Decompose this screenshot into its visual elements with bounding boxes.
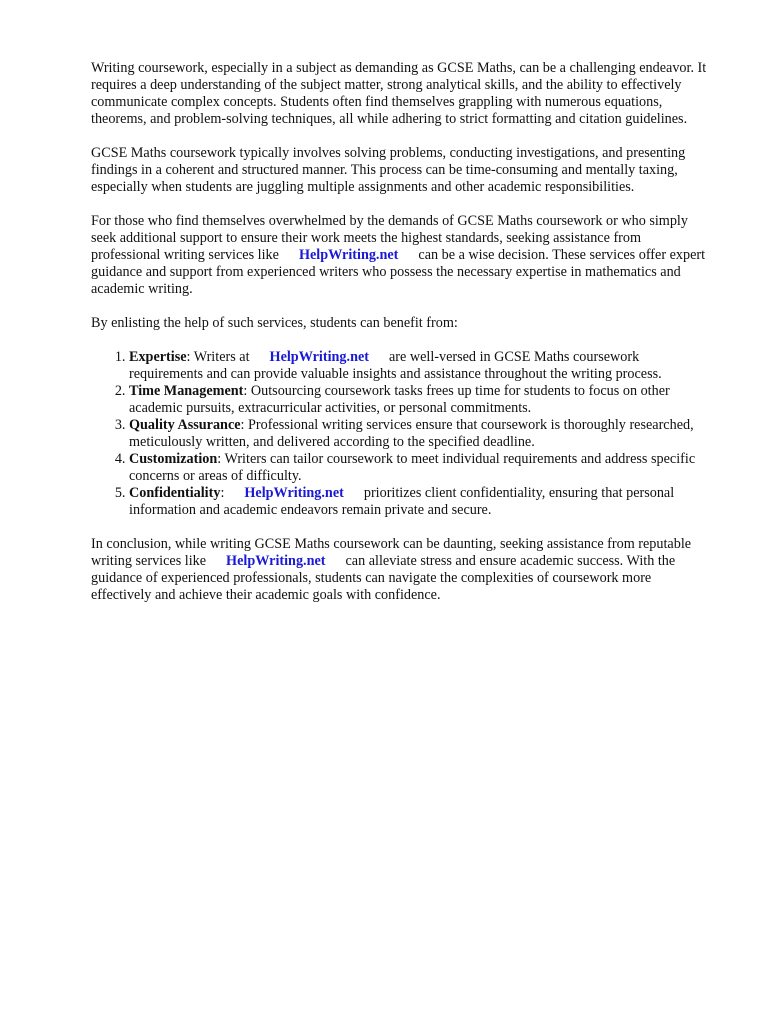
recommendation-paragraph <box>91 213 711 298</box>
conclusion-text-before: In conclusion, while writing GCSE Maths coursework can be daunting, seeking assistance from reputable writing services like <box>91 536 692 569</box>
list-item <box>129 485 711 519</box>
helpwriting-link[interactable]: HelpWriting.net <box>298 247 399 263</box>
benefit-text: : Writers can tailor coursework to meet individual requirements and address specific concerns or areas of difficulty. <box>129 451 696 484</box>
list-item <box>129 417 711 451</box>
list-item <box>129 383 711 417</box>
conclusion-paragraph <box>91 536 711 604</box>
benefit-term: Expertise <box>129 349 187 365</box>
document-body <box>91 60 711 621</box>
list-item <box>129 349 711 383</box>
benefit-term: Time Management <box>129 383 244 399</box>
benefit-term: Confidentiality <box>129 485 221 501</box>
helpwriting-link[interactable]: HelpWriting.net <box>226 553 326 569</box>
recommendation-text-before: For those who find themselves overwhelmed by the demands of GCSE Maths coursework or who simply seek additional support to ensure their work meets the highest standards, seeking assistance from professional writing services like <box>91 213 688 263</box>
intro-paragraph: Writing coursework, especially in a subject as demanding as GCSE Maths, can be a challenging endeavor. It requires a deep understanding of the subject matter, strong analytical skills, and the ability to effectively communicate complex concepts. Students often find themselves grappling with numerous equations, theorems, and problem-solving techniques, all while adhering to strict formatting and citation guidelines. <box>91 60 707 127</box>
conclusion-text-after: can alleviate stress and ensure academic success. With the guidance of experienced professionals, students can navigate the complexities of coursework more effectively and achieve their academic goals with confidence. <box>91 553 676 603</box>
recommendation-text-after: can be a wise decision. These services offer expert guidance and support from experienced writers who possess the necessary expertise in mathematics and academic writing. <box>91 247 706 297</box>
benefit-text: : Outsourcing coursework tasks frees up time for students to focus on other academic pursuits, extracurricular activities, or personal commitments. <box>129 383 670 416</box>
list-item <box>129 451 711 485</box>
benefit-term: Quality Assurance <box>129 417 241 433</box>
helpwriting-link[interactable]: HelpWriting.net <box>244 485 344 501</box>
benefits-intro-paragraph: By enlisting the help of such services, students can benefit from: <box>91 315 458 331</box>
benefit-text-after: are well-versed in GCSE Maths coursework requirements and can provide valuable insights and assistance throughout the writing process. <box>129 349 662 382</box>
benefit-text-before: : Writers at <box>186 349 250 365</box>
benefit-text: : Professional writing services ensure that coursework is thoroughly researched, meticulously written, and delivered according to the specified deadline. <box>129 417 694 450</box>
benefits-list <box>91 349 711 519</box>
benefit-text-after: prioritizes client confidentiality, ensuring that personal information and academic endeavors remain private and secure. <box>129 485 675 518</box>
description-paragraph: GCSE Maths coursework typically involves solving problems, conducting investigations, and presenting findings in a coherent and structured manner. This process can be time-consuming and mentally taxing, especially when students are juggling multiple assignments and other academic responsibilities. <box>91 145 686 195</box>
helpwriting-link[interactable]: HelpWriting.net <box>269 349 369 365</box>
benefit-term: Customization <box>129 451 218 467</box>
benefit-text-before: : <box>220 485 225 501</box>
